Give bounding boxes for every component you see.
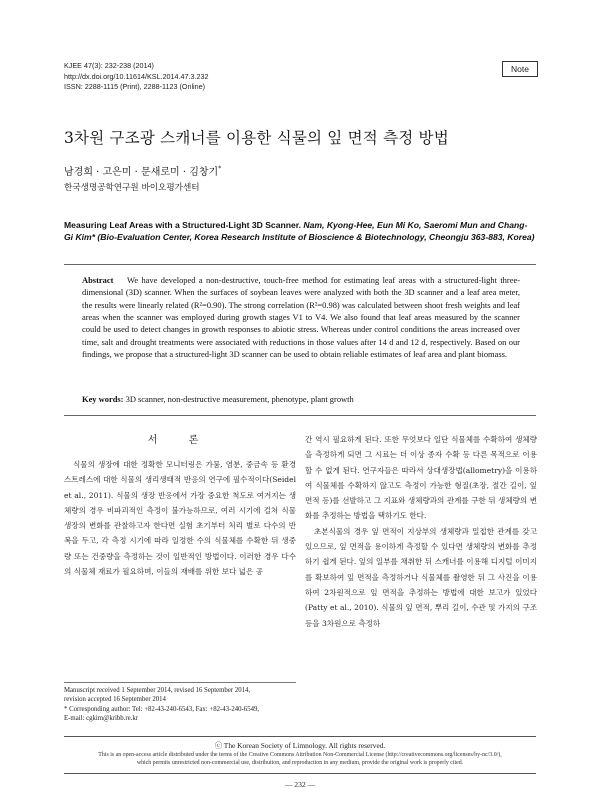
page-number: — 232 —: [284, 780, 316, 789]
license-line-1: This is an open-access article distributed under the terms of the Creative Commons Attribution Non-Commercial License (http://creativecommons.org/licenses/by-nc/3.0/),: [98, 752, 502, 758]
intro-paragraph: 간 역시 필요하게 된다. 또한 무엇보다 일단 식물체를 수확하여 생체량을 측정하게 되면 그 시료는 더 이상 종자 수확 등 다른 목적으로 이용할 수 없게 된다. 연구자들은 따라서 상대생장법(allometry)을 이용하여 식물체를 수확하지 않고도 측정이 가능한 형질(초장, 절간 길이, 잎 면적 등)를 선발하고 그 지표와 생체량과의 관계를 구한 뒤 생체량의 변화를 추정하는 방법을 택하기도 한다.: [305, 435, 537, 521]
intro-left-column: 식물의 생장에 대한 정확한 모니터링은 가뭄, 염분, 중금속 등 환경 스트레스에 대한 식물의 생리생태적 반응의 연구에 필수적이다(Seidel et al., 2011). 식물의 생장 반응에서 가장 중요한 척도로 여겨지는 생체량의 경우 비파괴적인 측정이 불가능하므로, 여러 시기에 걸쳐 식물 생장의 변화를 관찰하고자 한다면 실험 초기부터 처리 별로 다수의 반복을 두고, 각 측정 시기에 따라 일정한 수의 식물체를 수확한 뒤 생중량 또는 건중량을 측정하는 것이 일반적인 방법이다. 이러한 경우 다수의 식물체 재료가 필요하며, 이들의 재배를 위한 보다 넓은 공: [64, 460, 296, 577]
note-badge: Note: [502, 61, 538, 77]
affiliation-ko: 한국생명공학연구원 바이오평가센터: [64, 183, 200, 193]
issn-line: ISSN: 2288-1115 (Print), 2288-1123 (Online): [64, 82, 206, 91]
corresponding-mark: *: [218, 165, 222, 173]
footnote-divider: [64, 682, 296, 683]
doi-link[interactable]: http://dx.doi.org/10.11614/KSL.2014.47.3.232: [64, 71, 209, 81]
english-citation: [64, 219, 536, 244]
english-title: Measuring Leaf Areas with a Structured-Light 3D Scanner.: [64, 220, 302, 230]
copyright-divider: [64, 736, 536, 737]
abstract-body: We have developed a non-destructive, touch-free method for estimating leaf areas with a structured-light three-dimensional (3D) scanner. When the surfaces of soybean leaves were analyzed with both the 3D scanner and a leaf area meter, the results were linearly related (R²=0.90). The strong correlation (R²=0.98) was calculated between shoot fresh weights and leaf areas when the scanner was employed during growth stages V1 to V4. We also found that leaf areas measured by the scanner could be used to detect changes in growth responses to abiotic stress. Whereas under control conditions the areas increased over time, salt and drought treatments were associated with reductions in those values after 14 d and 12 d, respectively. Based on our findings, we propose that a structured-light 3D scanner can be used to obtain reliable estimates of leaf area and plant biomass.: [82, 275, 521, 360]
authors-ko: [64, 163, 221, 178]
footnote-accepted: revision accepted 16 September 2014: [64, 696, 166, 704]
intro-right-column: [305, 432, 537, 631]
keywords-text: 3D scanner, non-destructive measurement, phenotype, plant growth: [125, 394, 354, 404]
footnote-corresponding: * Corresponding author: Tel: +82-43-240-6543, Fax: +82-43-240-6549,: [64, 705, 260, 713]
footnote-received: Manuscript received 1 September 2014, revised 16 September 2014,: [64, 687, 251, 694]
license-text: [40, 751, 560, 768]
keywords: [82, 394, 520, 404]
page-title: 3차원 구조광 스캐너를 이용한 식물의 잎 면적 측정 방법: [64, 129, 449, 147]
english-authors-affiliation: Nam, Kyong-Hee, Eun Mi Ko, Saeromi Mun and Chang-Gi Kim* (Bio-Evaluation Center, Korea Research Institute of Bioscience & Biotechnology, Cheongju 363-883, Korea): [64, 220, 535, 243]
license-line-2: which permits unrestricted non-commercial use, distribution, and reproduction in any medium, provide the original work is properly cited.: [136, 760, 464, 767]
journal-header: [64, 61, 209, 93]
intro-paragraph: 초본식물의 경우 잎 면적이 지상부의 생체량과 밀접한 관계를 갖고 있으므로, 잎 면적을 용이하게 측정할 수 있다면 생체량의 변화를 추정하기 쉽게 된다. 잎의 일부를 채취한 뒤 스캐너를 이용해 디지털 이미지를 확보하여 잎 면적을 측정하거나 식물체를 촬영한 뒤 그 사진을 이용하여 2차원적으로 잎 면적을 추정하는 방법에 대한 보고가 있었다(Patty et al., 2010). 식물의 잎 면적, 뿌리 길이, 수관 및 가지의 구조 등을 3차원으로 측정하: [305, 526, 537, 628]
authors-ko-names: 남경희 · 고은미 · 문새로미 · 김창기: [64, 167, 219, 178]
abstract-label: Abstract: [82, 275, 114, 285]
keywords-label: Key words:: [82, 394, 124, 404]
section-heading-intro: 서 론: [147, 435, 213, 446]
journal-citation: KJEE 47(3): 232-238 (2014): [64, 61, 154, 70]
footnote: [64, 686, 304, 723]
copyright-line: ⓒ The Korean Society of Limnology. All rights reserved.: [214, 741, 386, 750]
abstract: [82, 274, 520, 360]
page-bottom-divider: [64, 773, 536, 774]
footnote-email[interactable]: E-mail: cgkim@kribb.re.kr: [64, 714, 139, 722]
